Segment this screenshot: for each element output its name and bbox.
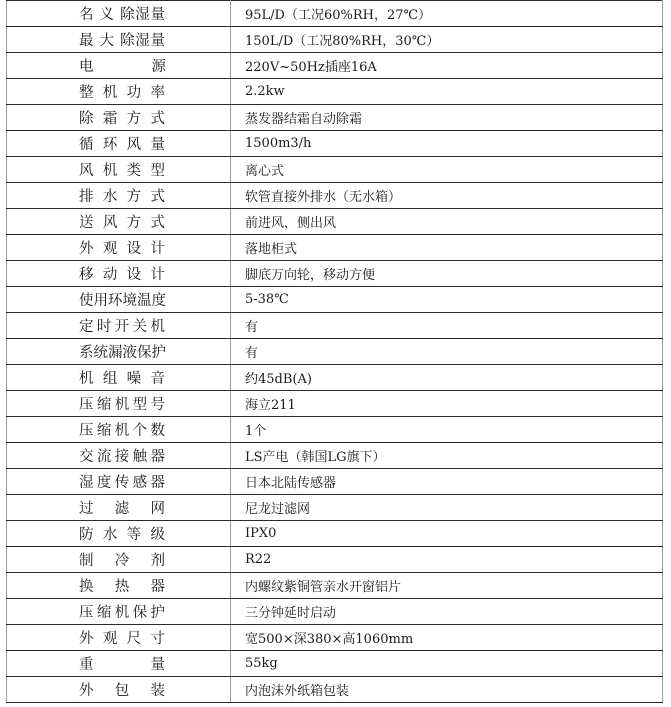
spec-label-cell [7,521,231,547]
spec-label: 防 水 等 级 [79,527,165,543]
spec-label: 湿度传感器 [79,475,165,491]
spec-label-cell [7,1,231,27]
spec-value: 95L/D（工况60%RH，27℃） [231,1,663,27]
spec-value: 1个 [231,417,663,443]
spec-label: 外 观 尺 寸 [79,631,165,647]
spec-label-cell [7,79,231,105]
spec-label: 使用环境温度 [79,293,166,309]
table-row [7,521,663,547]
table-row [7,79,663,105]
spec-value: 前进风，侧出风 [231,209,663,235]
spec-value: 约45dB(A) [231,365,663,391]
spec-value: 三分钟延时启动 [231,599,663,625]
spec-label: 外 观 设 计 [79,241,165,257]
spec-label: 送 风 方 式 [79,215,165,231]
spec-label: 移 动 设 计 [79,267,165,283]
table-row [7,235,663,261]
spec-label-cell [7,573,231,599]
spec-label-cell [7,157,231,183]
spec-value: 55kg [231,651,663,677]
spec-label-cell [7,53,231,79]
spec-label: 整 机 功 率 [79,85,165,101]
spec-label-cell [7,677,231,703]
spec-value: 蒸发器结霜自动除霜 [231,105,663,131]
table-row [7,27,663,53]
spec-label: 排 水 方 式 [79,189,165,205]
table-row [7,157,663,183]
spec-value: IPX0 [231,521,663,547]
spec-value: 脚底万向轮，移动方便 [231,261,663,287]
spec-value: 1500m3/h [231,131,663,157]
table-row [7,469,663,495]
table-row [7,209,663,235]
table-row [7,261,663,287]
spec-label-cell [7,209,231,235]
spec-label-cell [7,183,231,209]
spec-label-cell [7,651,231,677]
spec-value: 尼龙过滤网 [231,495,663,521]
spec-label-cell [7,599,231,625]
spec-label: 风 机 类 型 [79,163,165,179]
spec-label: 定时开关机 [79,319,165,335]
table-row [7,365,663,391]
spec-value: 软管直接外排水（无水箱） [231,183,663,209]
spec-label-cell [7,469,231,495]
spec-label: 循 环 风 量 [79,137,165,153]
spec-value: 日本北陆传感器 [231,469,663,495]
table-row [7,625,663,651]
table-row [7,339,663,365]
spec-value: 150L/D（工况80%RH，30℃） [231,27,663,53]
spec-label-cell [7,391,231,417]
table-row [7,573,663,599]
spec-table [6,0,663,703]
table-row [7,287,663,313]
spec-label-cell [7,235,231,261]
spec-value: 内泡沫外纸箱包装 [231,677,663,703]
spec-label: 名 义 除湿量 [79,7,165,23]
spec-label: 外 包 装 [79,683,165,699]
table-row [7,1,663,27]
spec-label-cell [7,339,231,365]
table-row [7,53,663,79]
spec-label-cell [7,261,231,287]
spec-value: LS产电（韩国LG旗下） [231,443,663,469]
spec-label-cell [7,417,231,443]
spec-label: 系统漏液保护 [79,345,166,361]
spec-label: 最 大 除湿量 [79,33,165,49]
spec-label-cell [7,287,231,313]
spec-label-cell [7,105,231,131]
table-row [7,677,663,703]
spec-value: 离心式 [231,157,663,183]
table-row [7,495,663,521]
spec-label: 除 霜 方 式 [79,111,165,127]
spec-label: 过 滤 网 [79,501,165,517]
spec-label-cell [7,443,231,469]
spec-label-cell [7,27,231,53]
table-row [7,391,663,417]
spec-label-cell [7,131,231,157]
spec-value: R22 [231,547,663,573]
spec-value: 有 [231,339,663,365]
spec-label: 换 热 器 [79,579,165,595]
spec-label: 交流接触器 [79,449,165,465]
spec-label-cell [7,313,231,339]
table-row [7,599,663,625]
spec-label-cell [7,365,231,391]
spec-label: 重 量 [79,657,165,673]
spec-label: 压缩机个数 [79,423,165,439]
spec-label: 压缩机型号 [79,397,165,413]
table-row [7,131,663,157]
spec-label-cell [7,495,231,521]
spec-label: 机 组 噪 音 [79,371,165,387]
spec-value: 宽500×深380×高1060mm [231,625,663,651]
table-row [7,313,663,339]
spec-value: 有 [231,313,663,339]
spec-label: 制 冷 剂 [79,553,165,569]
spec-label: 电 源 [79,59,166,75]
table-row [7,443,663,469]
spec-value: 220V~50Hz插座16A [231,53,663,79]
spec-value: 5-38℃ [231,287,663,313]
spec-label-cell [7,547,231,573]
table-row [7,547,663,573]
spec-value: 海立211 [231,391,663,417]
table-row [7,183,663,209]
spec-label: 压缩机保护 [79,605,165,621]
spec-label-cell [7,625,231,651]
table-row [7,651,663,677]
spec-table-body [7,1,663,703]
spec-value: 2.2kw [231,79,663,105]
table-row [7,105,663,131]
spec-value: 落地柜式 [231,235,663,261]
spec-value: 内螺纹紫铜管亲水开窗铝片 [231,573,663,599]
table-row [7,417,663,443]
